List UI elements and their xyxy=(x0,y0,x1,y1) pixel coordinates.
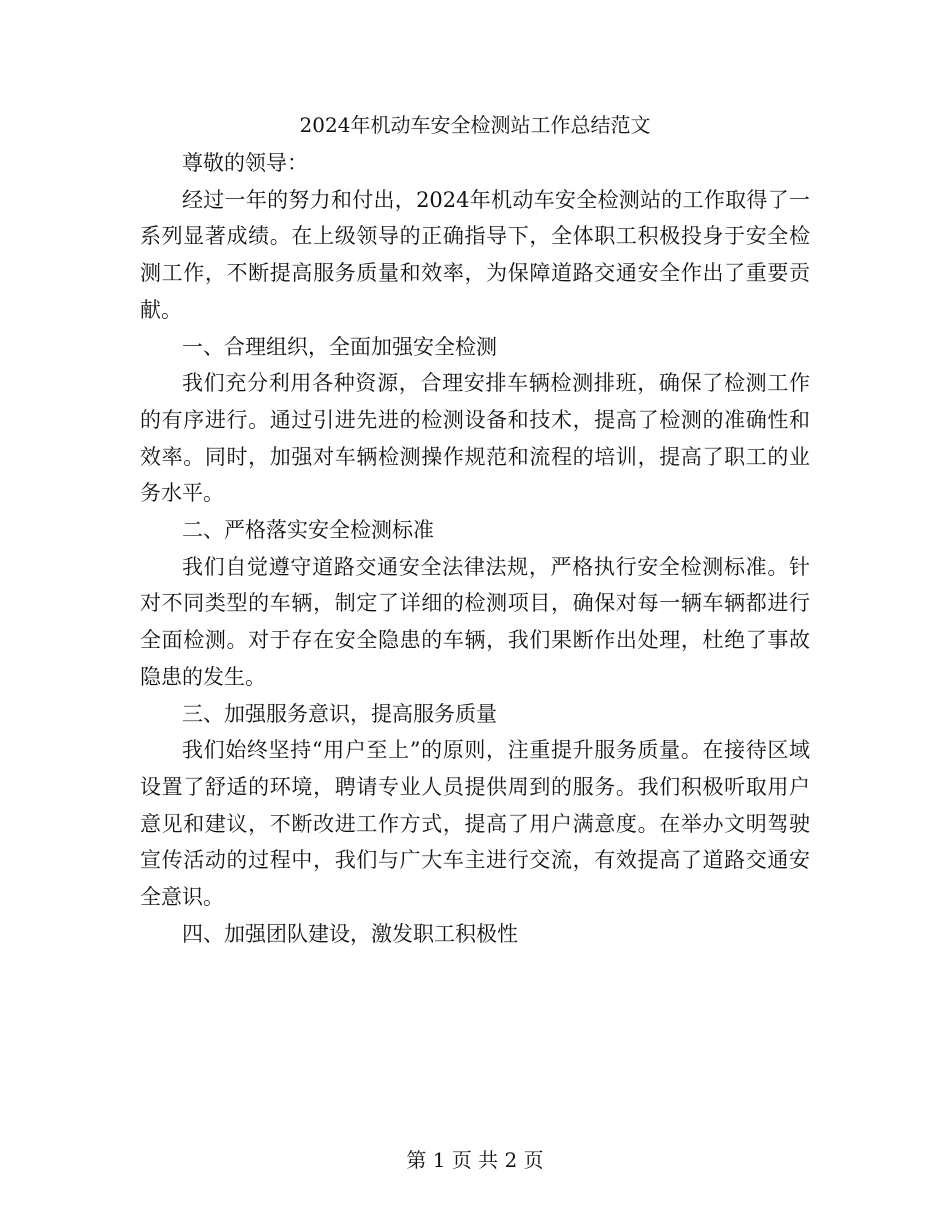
document-title: 2024年机动车安全检测站工作总结范文 xyxy=(299,113,651,137)
section-heading-2: 二、严格落实安全检测标准 xyxy=(182,518,434,543)
section-heading-3: 三、加强服务意识，提高服务质量 xyxy=(182,701,497,726)
section-paragraph-1: 我们充分利用各种资源，合理安排车辆检测排班，确保了检测工作的有序进行。通过引进先进的检测设备和技术，提高了检测的准确性和效率。同时，加强对车辆检测操作规范和流程的培训，提高了职工的业务水平。 xyxy=(140,371,810,506)
section-paragraph-3: 我们始终坚持“用户至上”的原则，注重提升服务质量。在接待区域设置了舒适的环境，聘请专业人员提供周到的服务。我们积极听取用户意见和建议，不断改进工作方式，提高了用户满意度。在举办文明驾驶宣传活动的过程中，我们与广大车主进行交流，有效提高了道路交通安全意识。 xyxy=(140,738,810,910)
salutation: 尊敬的领导： xyxy=(182,151,308,175)
page-number-footer: 第 1 页 共 2 页 xyxy=(406,1148,544,1172)
section-heading-4: 四、加强团队建设，激发职工积极性 xyxy=(182,921,518,946)
document-body xyxy=(140,145,810,952)
intro-paragraph: 经过一年的努力和付出，2024年机动车安全检测站的工作取得了一系列显著成绩。在上级领导的正确指导下，全体职工积极投身于安全检测工作，不断提高服务质量和效率，为保障道路交通安全作出了重要贡献。 xyxy=(140,187,810,322)
section-paragraph-2: 我们自觉遵守道路交通安全法律法规，严格执行安全检测标准。针对不同类型的车辆，制定了详细的检测项目，确保对每一辆车辆都进行全面检测。对于存在安全隐患的车辆，我们果断作出处理，杜绝了事故隐患的发生。 xyxy=(140,554,810,689)
section-heading-1: 一、合理组织，全面加强安全检测 xyxy=(182,334,497,359)
